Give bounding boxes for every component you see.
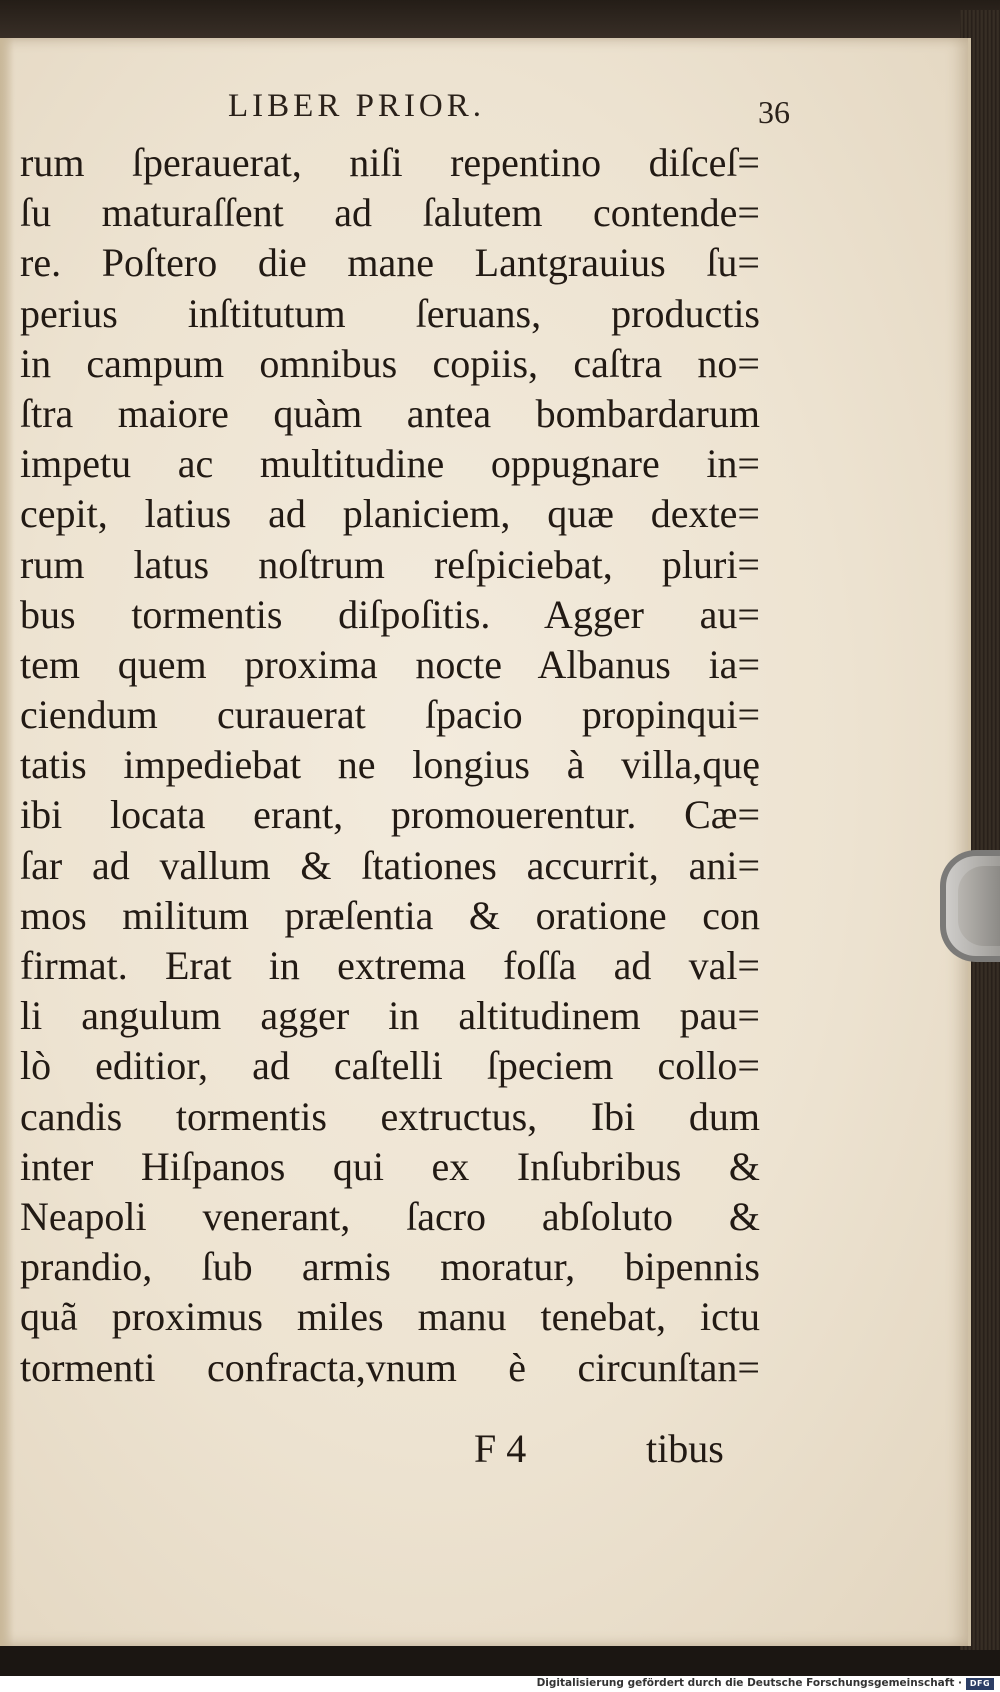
text-line: rum latus noſtrum reſpiciebat, pluri=	[20, 541, 760, 587]
text-line: ſu maturaſſent ad ſalutem contende=	[20, 190, 760, 236]
text-line: impetu ac multitudine oppugnare in=	[20, 441, 760, 487]
body-text	[20, 138, 760, 1393]
text-line: mos militum præſentia & oratione con	[20, 892, 760, 938]
book-clip-inner	[958, 866, 1000, 946]
signature-mark: F 4	[474, 1426, 527, 1471]
catchword: tibus	[646, 1426, 724, 1471]
credit-bar	[0, 1676, 1000, 1692]
text-line: in campum omnibus copiis, caſtra no=	[20, 340, 760, 386]
dfg-logo-icon: DFG	[966, 1678, 994, 1690]
text-line: tormenti confracta,vnum è circunſtan=	[20, 1344, 760, 1390]
text-line: prandio, ſub armis moratur, bipennis	[20, 1244, 760, 1290]
page-header	[0, 88, 968, 136]
text-line: Neapoli venerant, ſacro abſoluto &	[20, 1193, 760, 1239]
text-line: re. Poſtero die mane Lantgrauius ſu=	[20, 240, 760, 286]
text-line: candis tormentis extructus, Ibi dum	[20, 1093, 760, 1139]
text-line: quã proximus miles manu tenebat, ictu	[20, 1294, 760, 1340]
text-line: ſar ad vallum & ſtationes accurrit, ani=	[20, 842, 760, 888]
text-line: cepit, latius ad planiciem, quæ dexte=	[20, 491, 760, 537]
text-line: firmat. Erat in extrema foſſa ad val=	[20, 943, 760, 988]
text-line: li angulum agger in altitudinem pau=	[20, 993, 760, 1039]
text-line: ſtra maiore quàm antea bombardarum	[20, 390, 760, 436]
text-line: bus tormentis diſpoſitis. Agger au=	[20, 591, 760, 637]
page-gutter-shadow	[0, 38, 14, 1646]
page-footer	[0, 1425, 968, 1475]
text-line: lò editior, ad caſtelli ſpeciem collo=	[20, 1043, 760, 1089]
funding-credit: Digitalisierung gefördert durch die Deutsche Forschungsgemeinschaft ·	[536, 1677, 962, 1689]
book-top-edge	[0, 0, 1000, 42]
text-line: rum ſperauerat, niſi repentino diſceſ=	[20, 140, 760, 185]
folio-number: 36	[758, 94, 790, 130]
running-head: LIBER PRIOR.	[228, 88, 486, 124]
text-line: tatis impediebat ne longius à villa,quę	[20, 742, 760, 788]
text-line: perius inſtitutum ſeruans, productis	[20, 290, 760, 336]
text-line: ibi locata erant, promouerentur. Cæ=	[20, 792, 760, 838]
text-line: tem quem proxima nocte Albanus ia=	[20, 641, 760, 687]
text-line: inter Hiſpanos qui ex Inſubribus &	[20, 1143, 760, 1189]
text-line: ciendum curauerat ſpacio propinqui=	[20, 692, 760, 738]
